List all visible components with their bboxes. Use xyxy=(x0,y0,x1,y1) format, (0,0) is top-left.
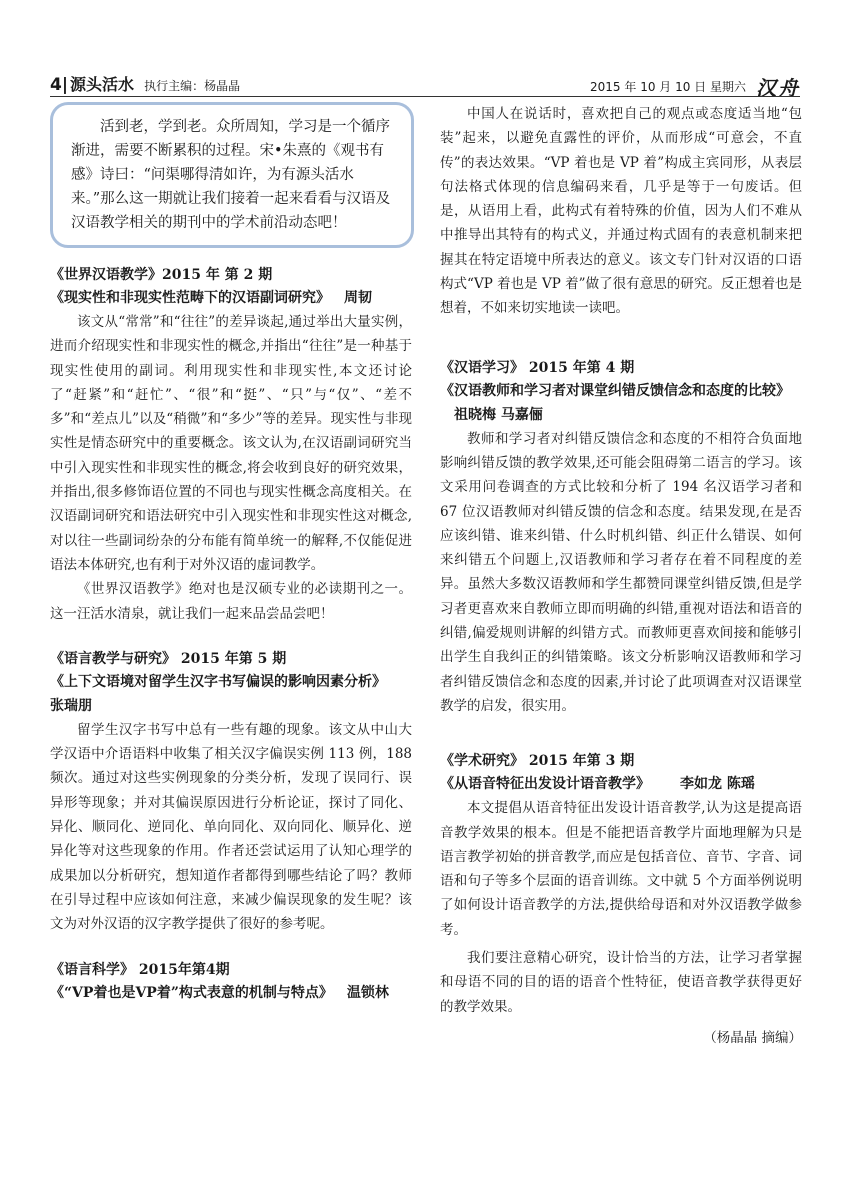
article-2 xyxy=(50,648,412,937)
section-title: 源头活水 xyxy=(70,75,135,94)
article-body xyxy=(50,310,412,626)
intro-text: 活到老，学到老。众所周知，学习是一个循序渐进，需要不断累积的过程。宋•朱熹的《观书有感》诗曰：“问渠哪得清如许，为有源头活水来。”那么这一期就让我们接着一起来看看与汉语及汉语教学相关的期刊中的学术前沿动态吧！ xyxy=(71,119,391,231)
article-title-text: 《上下文语境对留学生汉字书写偏误的影响因素分析》 xyxy=(50,673,386,690)
article-4 xyxy=(440,357,802,719)
left-column xyxy=(50,102,412,1027)
article-title-text: 《“VP着也是VP着”构式表意的机制与特点》 xyxy=(50,984,333,1001)
article-source: 《汉语学习》 2015 年第 4 期 xyxy=(440,359,635,376)
article-title-text: 《现实性和非现实性范畴下的汉语副词研究》 xyxy=(50,290,330,306)
paragraph: 本文提倡从语音特征出发设计语音教学,认为这是提高语音教学效果的根本。但是不能把语音教学片面地理解为只是语言教学初始的拼音教学,而应是包括音位、音节、字音、词语和句子等多个层面的语音训练。文中就 5 个方面举例说明了如何设计语音教学的方法,提供给母语和对外汉语教学做参考。 xyxy=(440,800,802,938)
article-title xyxy=(440,772,802,796)
header-rule xyxy=(50,96,800,97)
article-author: 李如龙 陈瑶 xyxy=(680,776,755,793)
article-source: 《语言科学》 2015年第4期 xyxy=(50,961,230,978)
editor-signature: （杨晶晶 摘编） xyxy=(703,1029,802,1046)
article-body xyxy=(440,102,802,321)
header-left xyxy=(50,72,240,95)
article-author: 祖晓梅 马嘉俪 xyxy=(454,406,543,423)
article-title-text: 《汉语教师和学习者对课堂纠错反馈信念和态度的比较》 xyxy=(440,382,790,399)
intro-box xyxy=(50,102,414,248)
article-source: 《学术研究》 2015 年第 3 期 xyxy=(440,753,635,770)
page-number: 4| xyxy=(50,75,69,95)
editor-credit: 执行主编：杨晶晶 xyxy=(144,79,241,93)
article-source: 《世界汉语教学》2015 年 第 2 期 xyxy=(50,267,273,283)
article-body xyxy=(440,796,802,1019)
article-body xyxy=(440,427,802,719)
article-source: 《语言教学与研究》 2015 年第 5 期 xyxy=(50,650,287,667)
paragraph: 中国人在说话时，喜欢把自己的观点或态度适当地“包装”起来，以避免直露性的评价，从而形成“可意会，不直传”的表达效果。“VP 着也是 VP 着”构成主宾同形，从表层句法格式体现的信息编码来看，几乎是等于一句废话。但是，从语用上看，此构式有着特殊的价值，因为人们不难从中推导出其特有的构式义，并通过构式固有的表意机制来把握其在特定语境中所表达的意义。该文专门针对汉语的口语构式“VP 着也是 VP 着”做了很有意思的研究。反正想着也是想着，不如来切实地读一读吧。 xyxy=(440,106,802,317)
article-body xyxy=(50,718,412,937)
article-3-continued xyxy=(440,102,802,321)
article-title xyxy=(50,670,412,718)
article-title xyxy=(50,981,412,1005)
article-author: 张瑞朋 xyxy=(50,697,92,714)
article-title xyxy=(440,379,802,427)
article-3 xyxy=(50,959,412,1005)
article-5 xyxy=(440,750,802,1051)
article-author: 温锁林 xyxy=(346,984,389,1001)
paragraph: 留学生汉字书写中总有一些有趣的现象。该文从中山大学汉语中介语语料中收集了相关汉字偏误实例 113 例，188 频次。通过对这些实例现象的分类分析，发现了误同行、误异形等现象；并对其偏误原因进行分析论证，探讨了同化、异化、顺同化、逆同化、单向同化、双向同化、顺异化、逆异化等对这些现象的作用。作者还尝试运用了认知心理学的成果加以分析研究，想知道作者都得到哪些结论了吗？教师在引导过程中应该如何注意，来减少偏误现象的发生呢？该文为对外汉语的汉字教学提供了很好的参考呢。 xyxy=(50,721,412,933)
article-author: 周韧 xyxy=(344,290,372,306)
masthead-logo: 汉舟 xyxy=(756,76,800,100)
article-title-text: 《从语音特征出发设计语音教学》 xyxy=(440,776,650,793)
page-header xyxy=(50,72,800,100)
paragraph: 《世界汉语教学》绝对也是汉硕专业的必读期刊之一。这一汪活水清泉，就让我们一起来品尝品尝吧！ xyxy=(50,581,412,622)
paragraph: 我们要注意精心研究，设计恰当的方法，让学习者掌握和母语不同的目的语的语音个性特征，使语音教学获得更好的教学效果。 xyxy=(440,950,802,1015)
issue-date: 2015 年 10 月 10 日 星期六 xyxy=(590,80,746,94)
right-column xyxy=(440,102,802,1073)
article-title xyxy=(50,286,412,310)
article-1 xyxy=(50,264,412,626)
paragraph: 教师和学习者对纠错反馈信念和态度的不相符合负面地影响纠错反馈的教学效果,还可能会阻碍第二语言的学习。该文采用问卷调查的方式比较和分析了 194 名汉语学习者和 67 位汉语教师对纠错反馈的信念和态度。结果发现,在是否应该纠错、谁来纠错、什么时机纠错、纠正什么错误、如何来纠错五个问题上,汉语教师和学习者存在着不同程度的差异。虽然大多数汉语教师和学生都赞同课堂纠错反馈,但是学习者更喜欢来自教师立即而明确的纠错,重视对语法和语音的纠错,偏爱规则讲解的纠错方式。而教师更喜欢间接和能够引出学生自我纠正的纠错策略。该文分析影响汉语教师和学习者纠错反馈信念和态度的因素,并讨论了此项调查对汉语课堂教学的启发，很实用。 xyxy=(440,430,802,714)
paragraph: 该文从“常常”和“往往”的差异谈起,通过举出大量实例，进而介绍现实性和非现实性的概念,并指出“往往”是一种基于现实性使用的副词。利用现实性和非现实性,本文还讨论了“赶紧”和“赶忙”、“很”和“挺”、“只”与“仅”、“差不多”和“差点儿”以及“稍微”和“多少”等的差异。现实性与非现实性是情态研究中的重要概念。该文认为,在汉语副词研究当中引入现实性和非现实性的概念,将会收到良好的研究效果，并指出,很多修饰语位置的不同也与现实性概念高度相关。在汉语副词研究和语法研究中引入现实性和非现实性这对概念,对以往一些副词纷杂的分布能有简单统一的解释,不仅能促进语法本体研究,也有利于对外汉语的虚词教学。 xyxy=(50,314,412,573)
